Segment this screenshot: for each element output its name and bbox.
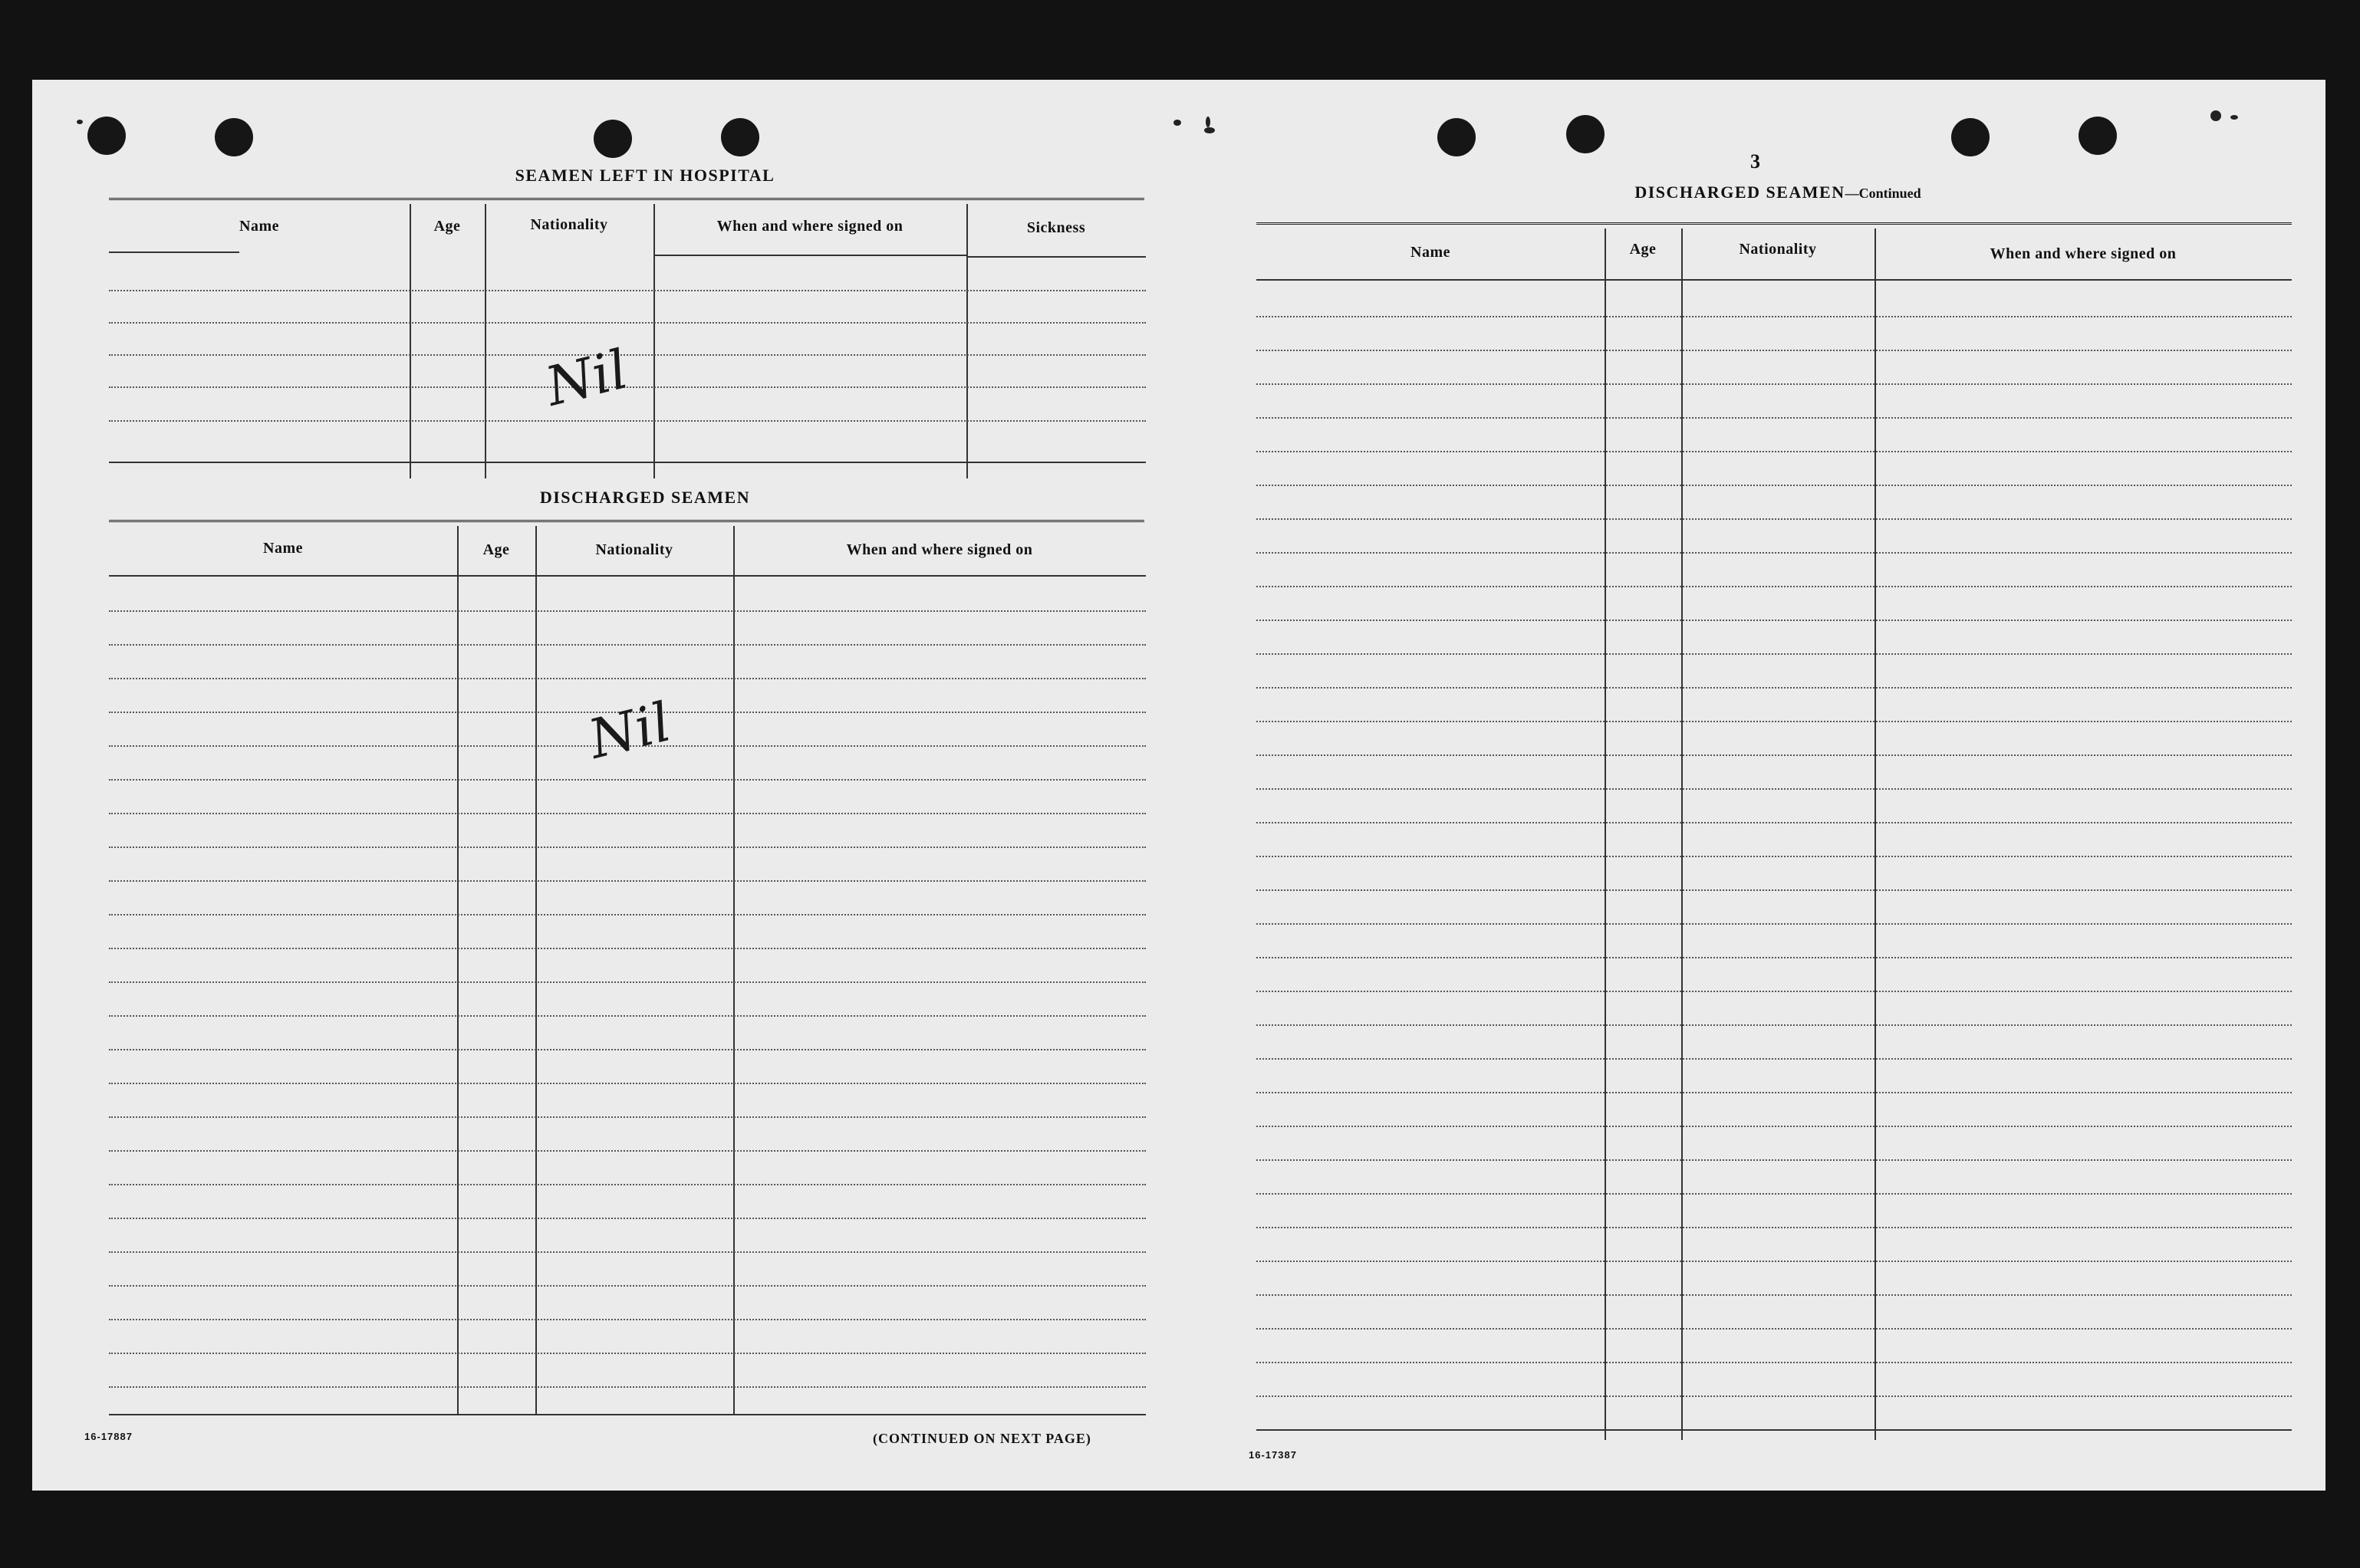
hospital-title: SEAMEN LEFT IN HOSPITAL bbox=[515, 166, 775, 185]
title-main: DISCHARGED SEAMEN bbox=[1634, 182, 1845, 202]
table-row bbox=[109, 981, 1146, 983]
punch-hole bbox=[594, 120, 632, 158]
discharged-table bbox=[109, 526, 1146, 1415]
table-row bbox=[1256, 417, 2292, 419]
column-divider bbox=[1681, 228, 1683, 1440]
table-row bbox=[1256, 991, 2292, 992]
table-row bbox=[1256, 788, 2292, 790]
table-row bbox=[1256, 1227, 2292, 1228]
speck bbox=[2210, 110, 2221, 121]
column-divider bbox=[653, 204, 655, 478]
table-row bbox=[1256, 1395, 2292, 1397]
table-row bbox=[1256, 485, 2292, 486]
table-row bbox=[109, 1285, 1146, 1287]
table-row bbox=[1256, 1024, 2292, 1026]
table-row bbox=[109, 1218, 1146, 1219]
title-rule bbox=[109, 198, 1144, 202]
column-divider bbox=[1605, 228, 1606, 1440]
table-row bbox=[109, 846, 1146, 848]
column-divider bbox=[457, 526, 459, 1415]
header-rule bbox=[653, 255, 966, 256]
table-row bbox=[109, 880, 1146, 882]
form-sheet bbox=[32, 80, 2325, 1491]
speck bbox=[1204, 127, 1215, 133]
title-rule bbox=[109, 520, 1144, 524]
table-row bbox=[1256, 687, 2292, 689]
table-row bbox=[1256, 1159, 2292, 1161]
punch-hole bbox=[1951, 118, 1990, 156]
column-header-age: Age bbox=[482, 541, 510, 558]
table-row bbox=[109, 678, 1146, 679]
table-row bbox=[1256, 1126, 2292, 1127]
table-row bbox=[1256, 653, 2292, 655]
column-divider bbox=[485, 204, 486, 478]
table-row bbox=[1256, 1193, 2292, 1195]
column-header-when-where: When and where signed on bbox=[716, 218, 904, 235]
table-row bbox=[109, 322, 1146, 324]
form-number: 16-17887 bbox=[84, 1431, 133, 1442]
table-row bbox=[109, 948, 1146, 949]
speck bbox=[1173, 120, 1181, 126]
punch-hole bbox=[1437, 118, 1476, 156]
punch-hole bbox=[87, 117, 126, 155]
table-row bbox=[1256, 822, 2292, 823]
table-row bbox=[1256, 1092, 2292, 1093]
table-row bbox=[109, 644, 1146, 646]
table-row bbox=[1256, 1362, 2292, 1363]
table-row bbox=[109, 1049, 1146, 1050]
column-divider bbox=[966, 204, 968, 478]
handwritten-nil: Nil bbox=[539, 337, 634, 419]
form-number: 16-17387 bbox=[1249, 1449, 1297, 1461]
handwritten-nil: Nil bbox=[582, 690, 677, 771]
table-row bbox=[1256, 1294, 2292, 1296]
header-rule bbox=[1256, 279, 2292, 281]
table-row bbox=[109, 1251, 1146, 1253]
table-row bbox=[109, 1386, 1146, 1388]
hospital-table bbox=[109, 204, 1146, 478]
table-row bbox=[1256, 923, 2292, 925]
table-row bbox=[1256, 552, 2292, 554]
table-row bbox=[109, 1353, 1146, 1354]
table-row bbox=[1256, 721, 2292, 722]
table-row bbox=[1256, 957, 2292, 958]
header-rule bbox=[109, 251, 239, 253]
table-bottom-rule bbox=[1256, 1429, 2292, 1431]
column-header-name: Name bbox=[239, 218, 279, 235]
speck bbox=[2230, 115, 2238, 120]
table-row bbox=[1256, 620, 2292, 621]
title-suffix: —Continued bbox=[1845, 186, 1921, 201]
punch-hole bbox=[215, 118, 253, 156]
discharged-title: DISCHARGED SEAMEN bbox=[539, 488, 751, 507]
table-bottom-rule bbox=[109, 1414, 1146, 1415]
table-row bbox=[1256, 518, 2292, 520]
table-row bbox=[1256, 451, 2292, 452]
page-number: 3 bbox=[1750, 150, 1760, 173]
header-rule bbox=[109, 575, 1146, 577]
table-row bbox=[109, 290, 1146, 291]
column-divider bbox=[733, 526, 735, 1415]
table-row bbox=[109, 1116, 1146, 1118]
table-row bbox=[1256, 350, 2292, 351]
table-row bbox=[1256, 1328, 2292, 1330]
punch-hole bbox=[721, 118, 759, 156]
table-row bbox=[1256, 754, 2292, 756]
column-header-sickness: Sickness bbox=[1026, 219, 1086, 236]
column-header-name: Name bbox=[263, 540, 303, 557]
column-divider bbox=[1875, 228, 1876, 1440]
title-rule bbox=[1256, 222, 2292, 227]
punch-hole bbox=[2079, 117, 2117, 155]
table-row bbox=[1256, 1261, 2292, 1262]
table-row bbox=[109, 420, 1146, 422]
table-row bbox=[109, 1015, 1146, 1017]
table-row bbox=[109, 813, 1146, 814]
column-header-nationality: Nationality bbox=[530, 216, 608, 233]
table-row bbox=[109, 610, 1146, 612]
table-row bbox=[109, 1150, 1146, 1152]
column-header-nationality: Nationality bbox=[595, 541, 673, 558]
punch-hole bbox=[1566, 115, 1605, 153]
speck bbox=[1206, 117, 1210, 127]
column-header-age: Age bbox=[1629, 241, 1657, 258]
column-header-age: Age bbox=[433, 218, 461, 235]
table-row bbox=[109, 1083, 1146, 1084]
column-header-nationality: Nationality bbox=[1739, 241, 1817, 258]
column-divider bbox=[410, 204, 411, 478]
header-rule bbox=[966, 256, 1146, 258]
table-row bbox=[109, 914, 1146, 915]
column-divider bbox=[535, 526, 537, 1415]
table-row bbox=[109, 1184, 1146, 1185]
table-row bbox=[109, 354, 1146, 356]
discharged-continued-title bbox=[1266, 182, 2290, 202]
table-row bbox=[1256, 383, 2292, 385]
column-header-when-where: When and where signed on bbox=[1990, 245, 2177, 262]
table-row bbox=[1256, 586, 2292, 587]
speck bbox=[77, 120, 83, 124]
continued-note: (CONTINUED ON NEXT PAGE) bbox=[873, 1431, 1091, 1446]
discharged-continued-table bbox=[1256, 228, 2292, 1440]
table-row bbox=[1256, 856, 2292, 857]
table-row bbox=[1256, 889, 2292, 891]
column-header-when-where: When and where signed on bbox=[846, 541, 1033, 558]
table-bottom-rule bbox=[109, 462, 1146, 463]
table-row bbox=[109, 779, 1146, 781]
table-row bbox=[109, 1319, 1146, 1320]
column-header-name: Name bbox=[1410, 244, 1450, 261]
table-row bbox=[1256, 1058, 2292, 1060]
table-row bbox=[1256, 316, 2292, 317]
